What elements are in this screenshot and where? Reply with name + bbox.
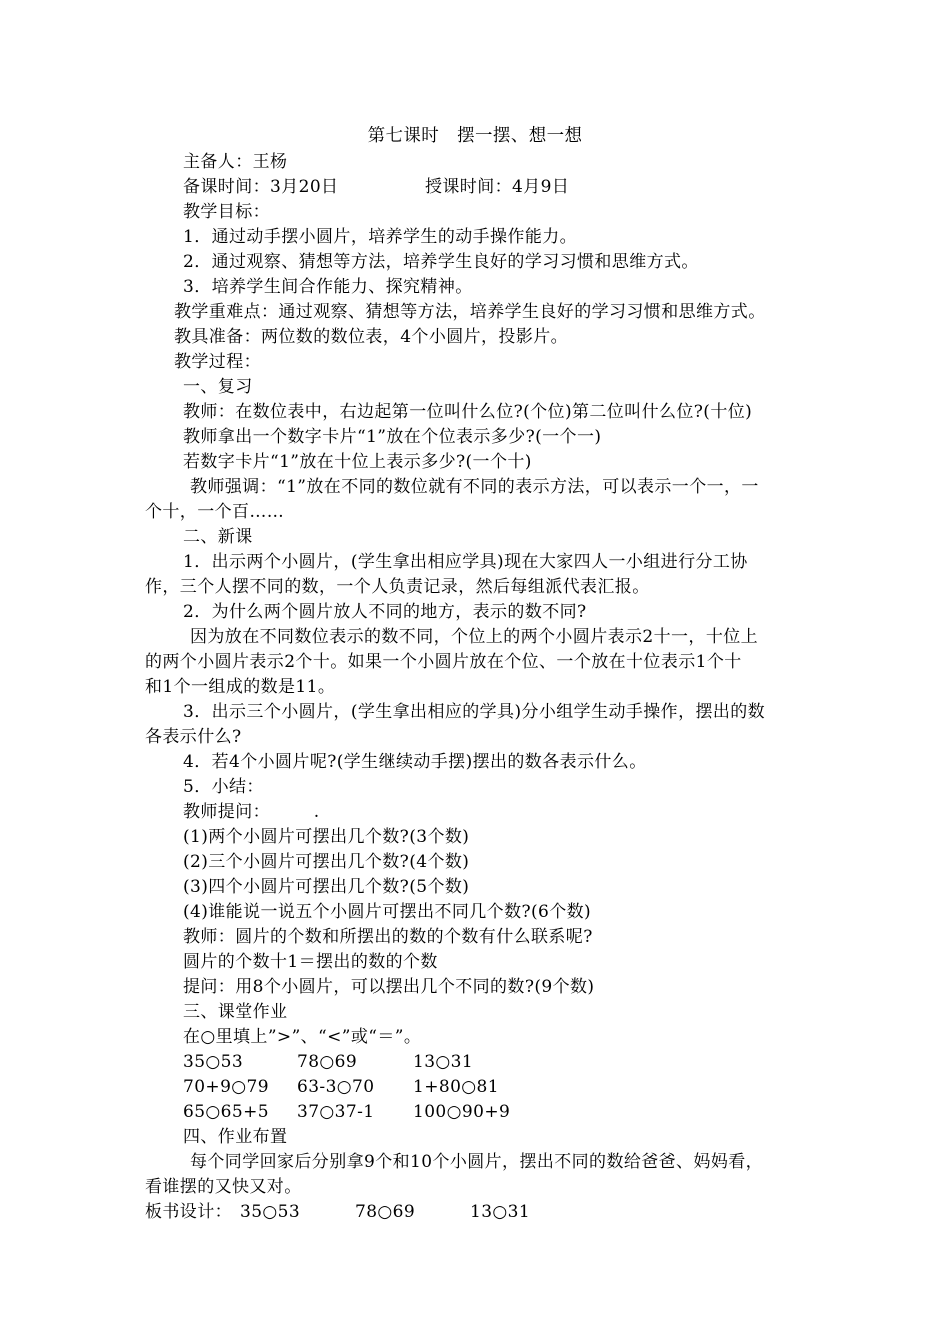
board-design-label: 板书设计： <box>145 1202 232 1222</box>
new-lesson-line: (3)四个小圆片可摆出几个数?(5个数) <box>183 877 470 897</box>
key-points: 教学重难点：通过观察、猜想等方法，培养学生良好的学习习惯和思维方式。 <box>174 302 766 322</box>
review-line: 教师拿出一个数字卡片“1”放在个位表示多少?(一个一) <box>183 427 602 447</box>
board-item: 35○53 <box>240 1202 301 1222</box>
new-lesson-line: 4．若4个小圆片呢?(学生继续动手摆)摆出的数各表示什么。 <box>183 752 647 772</box>
new-lesson-line: 1．出示两个小圆片，(学生拿出相应学具)现在大家四人一小组进行分工协 <box>183 552 748 572</box>
exercise-item: 100○90+9 <box>413 1102 511 1122</box>
homework-heading: 三、课堂作业 <box>183 1002 288 1022</box>
review-line: 教师：在数位表中，右边起第一位叫什么位?(个位)第二位叫什么位?(十位) <box>183 402 753 422</box>
new-lesson-line: 教师：圆片的个数和所摆出的数的个数有什么联系呢? <box>183 927 593 947</box>
exercise-item: 1+80○81 <box>413 1077 499 1097</box>
new-lesson-line: 3．出示三个小圆片，(学生拿出相应的学具)分小组学生动手操作，摆出的数 <box>183 702 766 722</box>
review-line: 教师强调：“1”放在不同的数位就有不同的表示方法，可以表示一个一，一 <box>190 477 759 497</box>
new-lesson-line: 提问：用8个小圆片，可以摆出几个不同的数?(9个数) <box>183 977 595 997</box>
new-lesson-line: 的两个小圆片表示2个十。如果一个小圆片放在个位、一个放在十位表示1个十 <box>145 652 742 672</box>
board-item: 78○69 <box>355 1202 416 1222</box>
exercise-item: 70+9○79 <box>183 1077 269 1097</box>
assignment-line: 每个同学回家后分别拿9个和10个小圆片，摆出不同的数给爸爸、妈妈看， <box>190 1152 764 1172</box>
exercise-item: 37○37-1 <box>297 1102 375 1122</box>
new-lesson-line: 和1个一组成的数是11。 <box>145 677 336 697</box>
new-lesson-line: (1)两个小圆片可摆出几个数?(3个数) <box>183 827 470 847</box>
teach-time: 授课时间：4月9日 <box>425 177 570 197</box>
new-lesson-line: 因为放在不同数位表示的数不同，个位上的两个小圆片表示2十一，十位上 <box>190 627 759 647</box>
document-title: 第七课时 摆一摆、想一想 <box>367 126 583 146</box>
goal-item: 1．通过动手摆小圆片，培养学生的动手操作能力。 <box>183 227 578 247</box>
new-lesson-line: 5．小结： <box>183 777 264 797</box>
review-line: 若数字卡片“1”放在十位上表示多少?(一个十) <box>183 452 532 472</box>
new-lesson-line: 圆片的个数十1＝摆出的数的个数 <box>183 952 438 972</box>
review-line: 个十，一个百…… <box>145 502 285 522</box>
homework-instruction: 在○里填上”>”、“<”或“＝”。 <box>183 1027 422 1047</box>
goal-item: 2．通过观察、猜想等方法，培养学生良好的学习习惯和思维方式。 <box>183 252 699 272</box>
process-heading: 教学过程： <box>174 352 261 372</box>
new-lesson-line: 2．为什么两个圆片放人不同的地方，表示的数不同? <box>183 602 587 622</box>
assignment-heading: 四、作业布置 <box>183 1127 288 1147</box>
exercise-item: 63-3○70 <box>297 1077 375 1097</box>
new-lesson-line: 教师提问： . <box>183 802 320 822</box>
new-lesson-line: 作，三个人摆不同的数，一个人负责记录，然后每组派代表汇报。 <box>145 577 650 597</box>
prep-time: 备课时间：3月20日 <box>183 177 339 197</box>
materials: 教具准备：两位数的数位表，4个小圆片，投影片。 <box>174 327 569 347</box>
exercise-item: 35○53 <box>183 1052 244 1072</box>
goals-heading: 教学目标： <box>183 202 270 222</box>
goal-item: 3．培养学生间合作能力、探究精神。 <box>183 277 473 297</box>
board-item: 13○31 <box>470 1202 531 1222</box>
review-heading: 一、复习 <box>183 377 253 397</box>
prep-person: 主备人：王杨 <box>183 152 288 172</box>
assignment-line: 看谁摆的又快又对。 <box>145 1177 302 1197</box>
new-lesson-line: (4)谁能说一说五个小圆片可摆出不同几个数?(6个数) <box>183 902 592 922</box>
new-lesson-line: 各表示什么? <box>145 727 242 747</box>
exercise-item: 13○31 <box>413 1052 474 1072</box>
exercise-item: 65○65+5 <box>183 1102 269 1122</box>
new-lesson-line: (2)三个小圆片可摆出几个数?(4个数) <box>183 852 470 872</box>
new-lesson-heading: 二、新课 <box>183 527 253 547</box>
exercise-item: 78○69 <box>297 1052 358 1072</box>
